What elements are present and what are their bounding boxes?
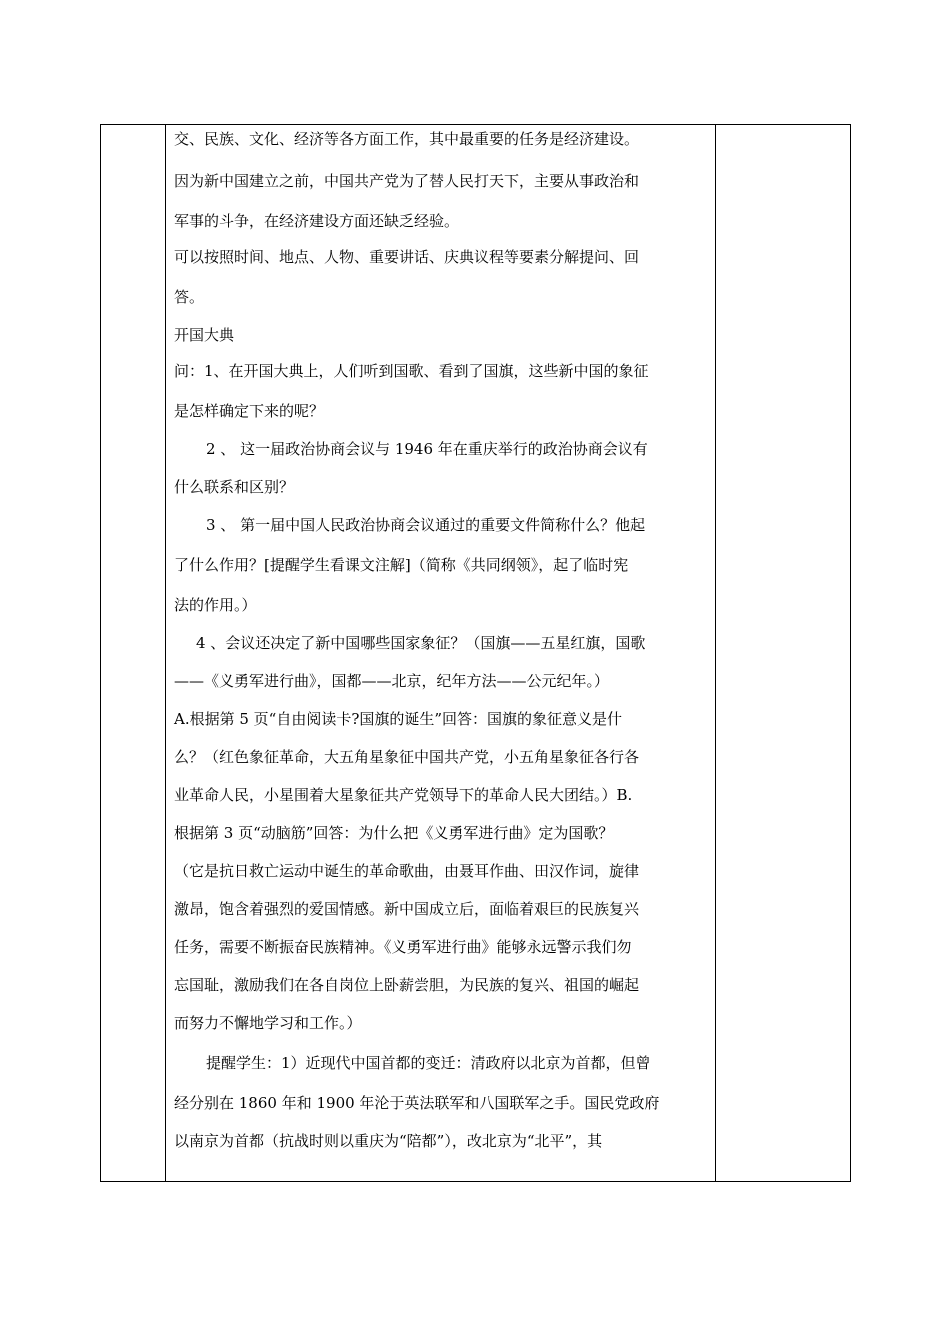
lesson-table: [100, 124, 851, 1182]
text-line: （它是抗日救亡运动中诞生的革命歌曲，由聂耳作曲、田汉作词，旋律: [174, 862, 640, 880]
text-line: 了什么作用？[提醒学生看课文注解]（简称《共同纲领》，起了临时宪: [174, 556, 629, 574]
text-line: 么？（红色象征革命，大五角星象征中国共产党，小五角星象征各行各: [174, 748, 640, 766]
text-line: 问：1、在开国大典上，人们听到国歌、看到了国旗，这些新中国的象征: [174, 362, 649, 380]
text-line: 军事的斗争，在经济建设方面还缺乏经验。: [174, 212, 460, 230]
text-line: 答。: [174, 288, 205, 306]
text-line: ——《义勇军进行曲》，国都——北京，纪年方法——公元纪年。）: [174, 672, 610, 690]
text-line: 4 、会议还决定了新中国哪些国家象征？（国旗——五星红旗，国歌: [196, 634, 646, 652]
text-line: 经分别在 1860 年和 1900 年沦于英法联军和八国联军之手。国民党政府: [174, 1094, 660, 1112]
text-line: A.根据第 5 页“自由阅读卡?国旗的诞生”回答：国旗的象征意义是什: [174, 710, 623, 728]
text-line: 3 、 第一届中国人民政治协商会议通过的重要文件简称什么？他起: [206, 516, 646, 534]
right-column-cell: [716, 125, 850, 1181]
text-line: 业革命人民，小星围着大星象征共产党领导下的革命人民大团结。）B.: [174, 786, 633, 804]
text-line: 以南京为首都（抗战时则以重庆为“陪都”），改北京为“北平”，其: [174, 1132, 603, 1150]
text-line: 任务，需要不断振奋民族精神。《义勇军进行曲》能够永远警示我们勿: [174, 938, 632, 956]
text-line: 忘国耻，激励我们在各自岗位上卧薪尝胆，为民族的复兴、祖国的崛起: [174, 976, 640, 994]
text-line: 什么联系和区别？: [174, 478, 295, 496]
text-line: 交、民族、文化、经济等各方面工作，其中最重要的任务是经济建设。: [174, 130, 640, 148]
text-line: 因为新中国建立之前，中国共产党为了替人民打天下，主要从事政治和: [174, 172, 640, 190]
text-line: 法的作用。）: [174, 596, 257, 614]
section-heading: 开国大典: [174, 326, 235, 344]
text-line: 提醒学生：1）近现代中国首都的变迁：清政府以北京为首都，但曾: [206, 1054, 651, 1072]
text-line: 根据第 3 页“动脑筋”回答：为什么把《义勇军进行曲》定为国歌？: [174, 824, 614, 842]
left-column-cell: [101, 125, 166, 1181]
text-line: 是怎样确定下来的呢？: [174, 402, 325, 420]
text-line: 2 、 这一届政治协商会议与 1946 年在重庆举行的政治协商会议有: [206, 440, 648, 458]
text-line: 可以按照时间、地点、人物、重要讲话、庆典议程等要素分解提问、回: [174, 248, 640, 266]
text-line: 激昂，饱含着强烈的爱国情感。新中国成立后，面临着艰巨的民族复兴: [174, 900, 640, 918]
text-line: 而努力不懈地学习和工作。）: [174, 1014, 362, 1032]
main-content-cell: [166, 125, 716, 1181]
